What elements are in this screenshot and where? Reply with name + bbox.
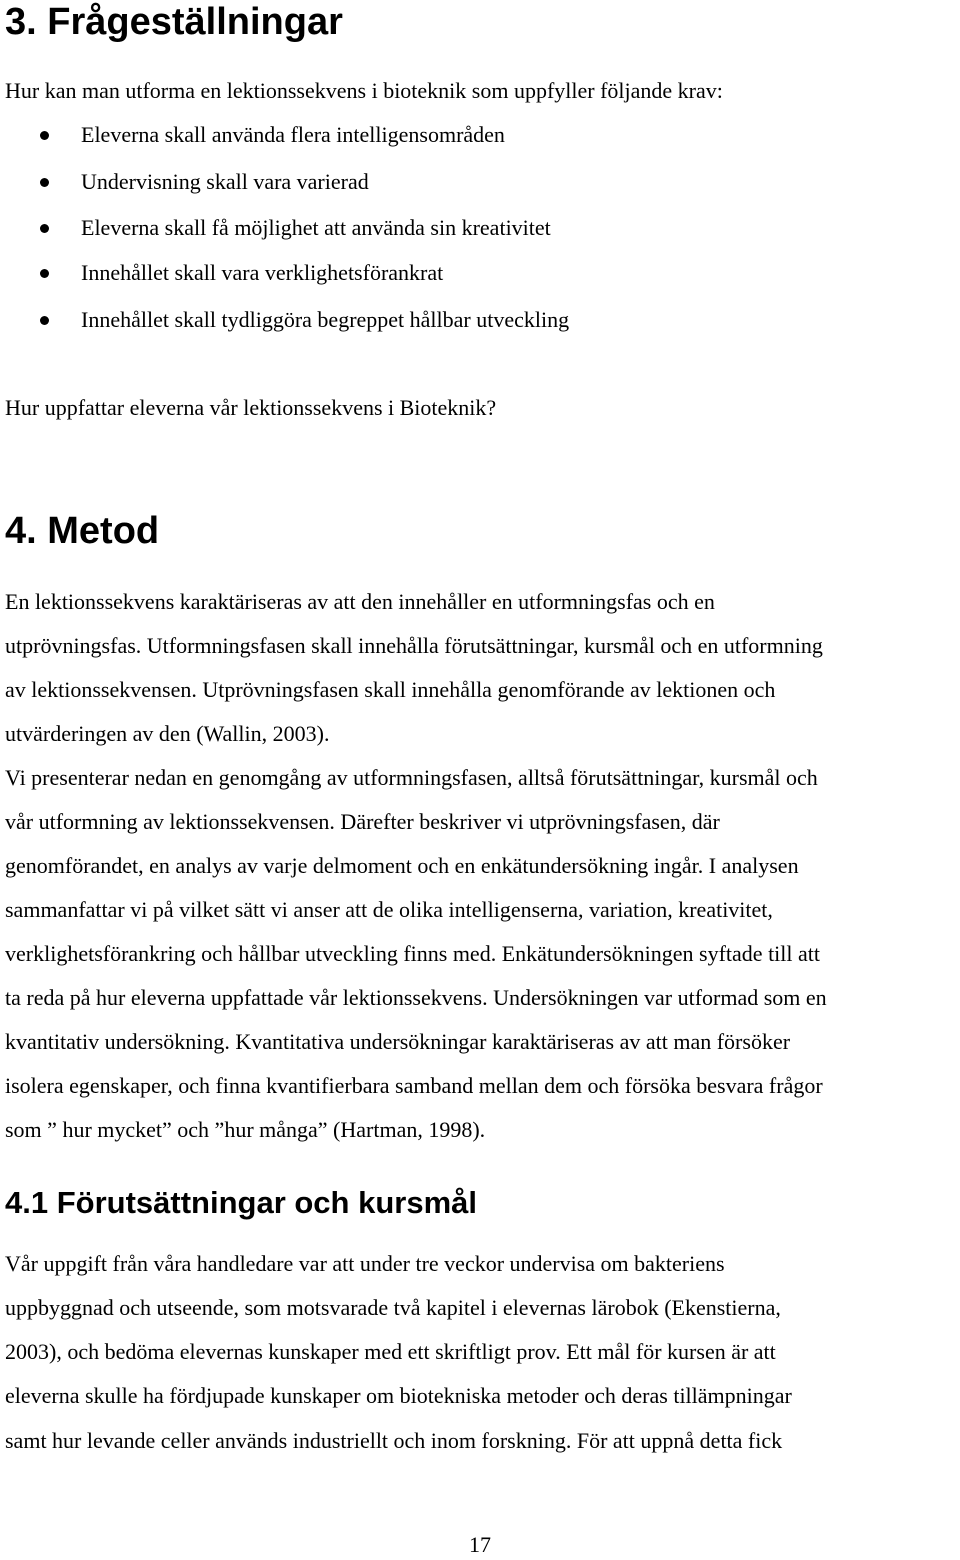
bullet-icon: [40, 131, 49, 140]
requirement-item: [0, 305, 940, 335]
bullet-icon: [40, 178, 49, 187]
requirement-text: Innehållet skall vara verklighetsförankrat: [81, 260, 444, 285]
section-3-intro: Hur kan man utforma en lektionssekvens i bioteknik som uppfyller följande krav:: [5, 78, 723, 103]
section-3-question: Hur uppfattar eleverna vår lektionssekvens i Bioteknik?: [5, 395, 497, 420]
body-line: av lektionssekvensen. Utprövningsfasen skall innehålla genomförande av lektionen och: [5, 677, 776, 702]
body-line: sammanfattar vi på vilket sätt vi anser att de olika intelligenserna, variation, kreativitet,: [5, 897, 773, 922]
body-line: som ” hur mycket” och ”hur många” (Hartman, 1998).: [5, 1117, 486, 1142]
requirement-item: [0, 120, 940, 150]
body-line: utprövningsfas. Utformningsfasen skall innehålla förutsättningar, kursmål och en utformning: [5, 633, 823, 658]
body-line: En lektionssekvens karaktäriseras av att den innehåller en utformningsfas och en: [5, 589, 715, 614]
requirement-item: [0, 167, 940, 197]
bullet-icon: [40, 269, 49, 278]
body-line: isolera egenskaper, och finna kvantifierbara samband mellan dem och försöka besvara frågor: [5, 1073, 823, 1098]
requirement-item: [0, 258, 940, 288]
requirement-text: Eleverna skall få möjlighet att använda sin kreativitet: [81, 215, 551, 240]
requirement-text: Innehållet skall tydliggöra begreppet hållbar utveckling: [81, 307, 570, 332]
body-line: eleverna skulle ha fördjupade kunskaper om biotekniska metoder och deras tillämpningar: [5, 1383, 792, 1408]
requirement-item: [0, 213, 940, 243]
requirement-text: Undervisning skall vara varierad: [81, 169, 369, 194]
section-3-heading: 3. Frågeställningar: [5, 1, 343, 43]
body-line: genomförandet, en analys av varje delmoment och en enkätundersökning ingår. I analysen: [5, 853, 799, 878]
bullet-icon: [40, 316, 49, 325]
bullet-icon: [40, 224, 49, 233]
section-4-1-heading: 4.1 Förutsättningar och kursmål: [5, 1185, 477, 1220]
body-line: kvantitativ undersökning. Kvantitativa undersökningar karaktäriseras av att man försöker: [5, 1029, 791, 1054]
body-line: samt hur levande celler används industriellt och inom forskning. För att uppnå detta fick: [5, 1428, 783, 1453]
requirement-text: Eleverna skall använda flera intelligensområden: [81, 122, 505, 147]
page-number: 17: [469, 1532, 491, 1557]
body-line: Vår uppgift från våra handledare var att under tre veckor undervisa om bakteriens: [5, 1251, 725, 1276]
section-4-heading: 4. Metod: [5, 510, 160, 552]
body-line: Vi presenterar nedan en genomgång av utformningsfasen, alltså förutsättningar, kursmål och: [5, 765, 818, 790]
body-line: vår utformning av lektionssekvensen. Därefter beskriver vi utprövningsfasen, där: [5, 809, 720, 834]
body-line: utvärderingen av den (Wallin, 2003).: [5, 721, 330, 746]
body-line: verklighetsförankring och hållbar utveckling finns med. Enkätundersökningen syftade till att: [5, 941, 821, 966]
body-line: ta reda på hur eleverna uppfattade vår lektionssekvens. Undersökningen var utformad som en: [5, 985, 827, 1010]
body-line: uppbyggnad och utseende, som motsvarade två kapitel i elevernas lärobok (Ekenstierna,: [5, 1295, 781, 1320]
body-line: 2003), och bedöma elevernas kunskaper med ett skriftligt prov. Ett mål för kursen är att: [5, 1339, 776, 1364]
